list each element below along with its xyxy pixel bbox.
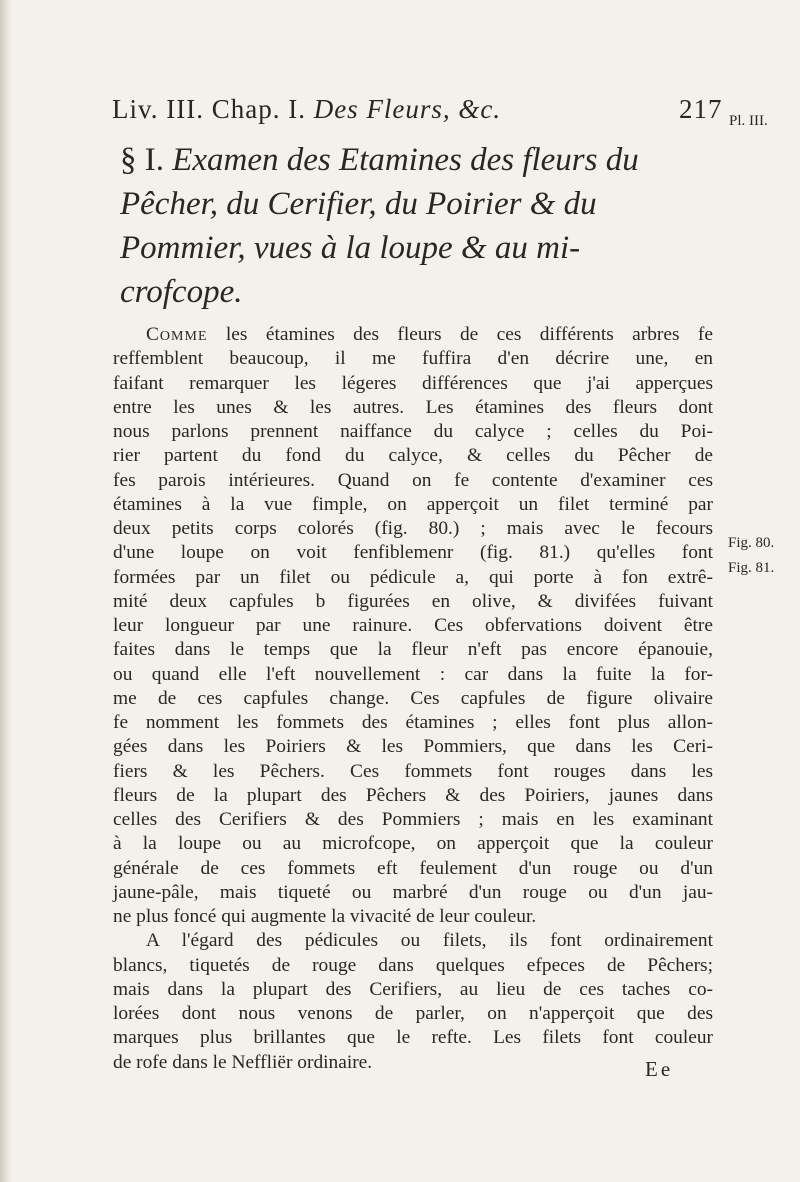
body-line: faifant remarquer les légeres différences que j'ai apperçues bbox=[113, 372, 713, 394]
body-line: à la loupe ou au microfcope, on apperçoit que la couleur bbox=[113, 833, 713, 855]
section-heading bbox=[120, 138, 695, 314]
body-line: A l'égard des pédicules ou filets, ils font ordinairement bbox=[146, 930, 713, 952]
body-line: blancs, tiquetés de rouge dans quelques efpeces de Pêchers; bbox=[113, 954, 713, 976]
heading-line: crofcope. bbox=[120, 274, 243, 310]
heading-line: Pommier, vues à la loupe & au mi- bbox=[120, 230, 581, 266]
heading-line: Examen des Etamines des fleurs du bbox=[172, 142, 639, 178]
heading-line: Pêcher, du Cerifier, du Poirier & du bbox=[120, 186, 597, 222]
body-line: rier partent du fond du calyce, & celles du Pêcher de bbox=[113, 445, 713, 467]
body-line: leur longueur par une rainure. Ces obfervations doivent être bbox=[113, 615, 713, 636]
body-line: fes parois intérieures. Quand on fe contente d'examiner ces bbox=[113, 469, 713, 491]
body-line: mité deux capfules b figurées en olive, & divifées fuivant bbox=[113, 590, 713, 612]
body-line: générale de ces fommets eft feulement d'un rouge ou d'un bbox=[113, 857, 713, 879]
body-line: entre les unes & les autres. Les étamines des fleurs dont bbox=[113, 396, 713, 418]
running-head-title: Des Fleurs, &c. bbox=[313, 94, 502, 124]
body-line: fe nomment les fommets des étamines ; elles font plus allon- bbox=[113, 712, 713, 733]
catchword: Ee bbox=[645, 1057, 674, 1081]
margin-plate-ref: Pl. III. bbox=[729, 113, 768, 129]
running-head bbox=[112, 94, 723, 125]
body-line: nous parlons prennent naiffance du calyce ; celles du Poi- bbox=[113, 421, 713, 442]
body-line: Comme les étamines des fleurs de ces différents arbres fe bbox=[146, 324, 713, 345]
body-line: celles des Cerifiers & des Pommiers ; mais en les examinant bbox=[113, 809, 713, 830]
body-line: gées dans les Poiriers & les Pommiers, que dans les Ceri- bbox=[113, 736, 713, 758]
body-line: lorées dont nous venons de parler, on n'apperçoit que des bbox=[113, 1003, 713, 1024]
first-word: Comme bbox=[146, 324, 208, 345]
body-line: ou quand elle l'eft nouvellement : car dans la fuite la for- bbox=[113, 663, 713, 685]
body-line: fleurs de la plupart des Pêchers & des Poiriers, jaunes dans bbox=[113, 784, 713, 806]
section-number: § I. bbox=[120, 142, 164, 178]
body-line: d'une loupe on voit fenfiblemenr (fig. 81.) qu'elles font bbox=[113, 542, 713, 564]
body-line: reffemblent beaucoup, il me fuffira d'en décrire une, en bbox=[113, 348, 713, 370]
margin-fig-81: Fig. 81. bbox=[728, 560, 775, 576]
page-fold-shadow bbox=[0, 0, 12, 1182]
body-line: fiers & les Pêchers. Ces fommets font rouges dans les bbox=[113, 760, 713, 782]
body-line: mais dans la plupart des Cerifiers, au lieu de ces taches co- bbox=[113, 978, 713, 1000]
page-number: 217 bbox=[679, 94, 723, 124]
body-line: formées par un filet ou pédicule a, qui porte à fon extrê- bbox=[113, 566, 713, 588]
body-line: ne plus foncé qui augmente la vivacité de leur couleur. bbox=[113, 906, 537, 927]
body-line: étamines à la vue fimple, on apperçoit un filet terminé par bbox=[113, 493, 713, 515]
body-line: jaune-pâle, mais tiqueté ou marbré d'un rouge ou d'un jau- bbox=[113, 881, 713, 903]
body-text bbox=[113, 323, 713, 1075]
body-line: deux petits corps colorés (fig. 80.) ; mais avec le fecours bbox=[113, 518, 713, 539]
running-head-part: Liv. III. Chap. I. bbox=[112, 94, 306, 124]
body-line: me de ces capfules change. Ces capfules de figure olivaire bbox=[113, 687, 713, 709]
body-line: de rofe dans le Neffliër ordinaire. bbox=[113, 1051, 373, 1073]
body-line: marques plus brillantes que le refte. Les filets font couleur bbox=[113, 1027, 713, 1049]
body-line: faites dans le temps que la fleur n'eft pas encore épanouie, bbox=[113, 639, 713, 661]
margin-fig-80: Fig. 80. bbox=[728, 535, 775, 551]
